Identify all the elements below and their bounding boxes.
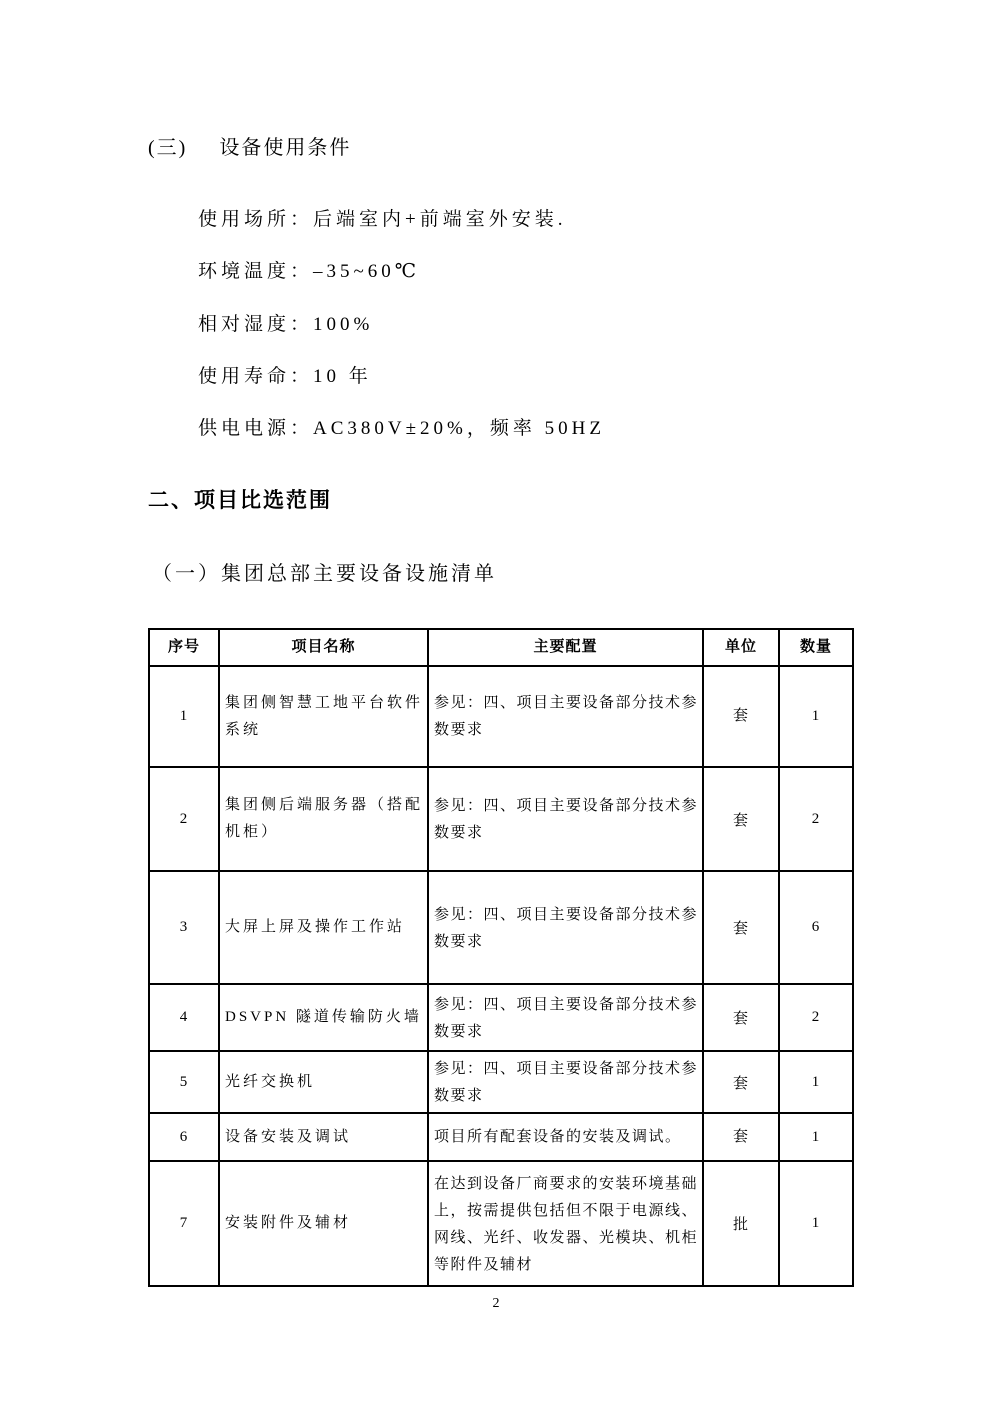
spec-line-ambient-temperature: 环境温度：–35~60℃ [198,261,421,282]
cell-name: 设备安装及调试 [219,1113,428,1161]
cell-qty: 1 [779,1113,853,1161]
cell-unit: 套 [703,1113,779,1161]
cell-no: 6 [149,1113,219,1161]
header-no: 序号 [149,629,219,666]
equipment-list-table [148,628,854,1287]
table-row [149,666,853,767]
cell-unit: 套 [703,1051,779,1113]
table-row [149,1161,853,1286]
cell-unit: 套 [703,984,779,1051]
cell-unit: 套 [703,767,779,871]
table-row [149,767,853,871]
cell-no: 4 [149,984,219,1051]
spec-line-usage-place: 使用场所：后端室内+前端室外安装. [198,209,567,230]
cell-config: 参见：四、项目主要设备部分技术参数要求 [428,767,703,871]
cell-no: 7 [149,1161,219,1286]
cell-no: 1 [149,666,219,767]
cell-name: 集团侧智慧工地平台软件系统 [219,666,428,767]
table-header-row [149,629,853,666]
table-row [149,1051,853,1113]
cell-config: 参见：四、项目主要设备部分技术参数要求 [428,871,703,984]
cell-qty: 1 [779,1051,853,1113]
section-3-title: 设备使用条件 [219,137,352,159]
cell-no: 2 [149,767,219,871]
cell-unit: 批 [703,1161,779,1286]
header-unit: 单位 [703,629,779,666]
cell-config: 项目所有配套设备的安装及调试。 [428,1113,703,1161]
spec-line-relative-humidity: 相对湿度：100% [198,314,374,335]
cell-name: 大屏上屏及操作工作站 [219,871,428,984]
subsection-1-heading: （一）集团总部主要设备设施清单 [152,563,497,585]
cell-name: 集团侧后端服务器（搭配机柜） [219,767,428,871]
cell-name: DSVPN 隧道传输防火墙 [219,984,428,1051]
table-row [149,984,853,1051]
header-name: 项目名称 [219,629,428,666]
header-qty: 数量 [779,629,853,666]
cell-config: 在达到设备厂商要求的安装环境基础上，按需提供包括但不限于电源线、网线、光纤、收发器、光模块、机柜等附件及辅材 [428,1161,703,1286]
cell-name: 安装附件及辅材 [219,1161,428,1286]
section-3-heading [148,131,351,160]
cell-unit: 套 [703,871,779,984]
cell-no: 3 [149,871,219,984]
table-row [149,871,853,984]
spec-line-service-life: 使用寿命：10 年 [198,366,372,387]
cell-unit: 套 [703,666,779,767]
cell-qty: 6 [779,871,853,984]
section-2-heading: 二、项目比选范围 [148,488,332,512]
cell-qty: 2 [779,767,853,871]
cell-config: 参见：四、项目主要设备部分技术参数要求 [428,666,703,767]
cell-config: 参见：四、项目主要设备部分技术参数要求 [428,1051,703,1113]
cell-name: 光纤交换机 [219,1051,428,1113]
page-number: 2 [492,1296,500,1311]
cell-qty: 2 [779,984,853,1051]
cell-no: 5 [149,1051,219,1113]
cell-config: 参见：四、项目主要设备部分技术参数要求 [428,984,703,1051]
section-3-label: (三) [148,137,188,159]
table-row [149,1113,853,1161]
cell-qty: 1 [779,666,853,767]
spec-line-power-supply: 供电电源：AC380V±20%，频率 50HZ [198,418,605,439]
cell-qty: 1 [779,1161,853,1286]
header-config: 主要配置 [428,629,703,666]
